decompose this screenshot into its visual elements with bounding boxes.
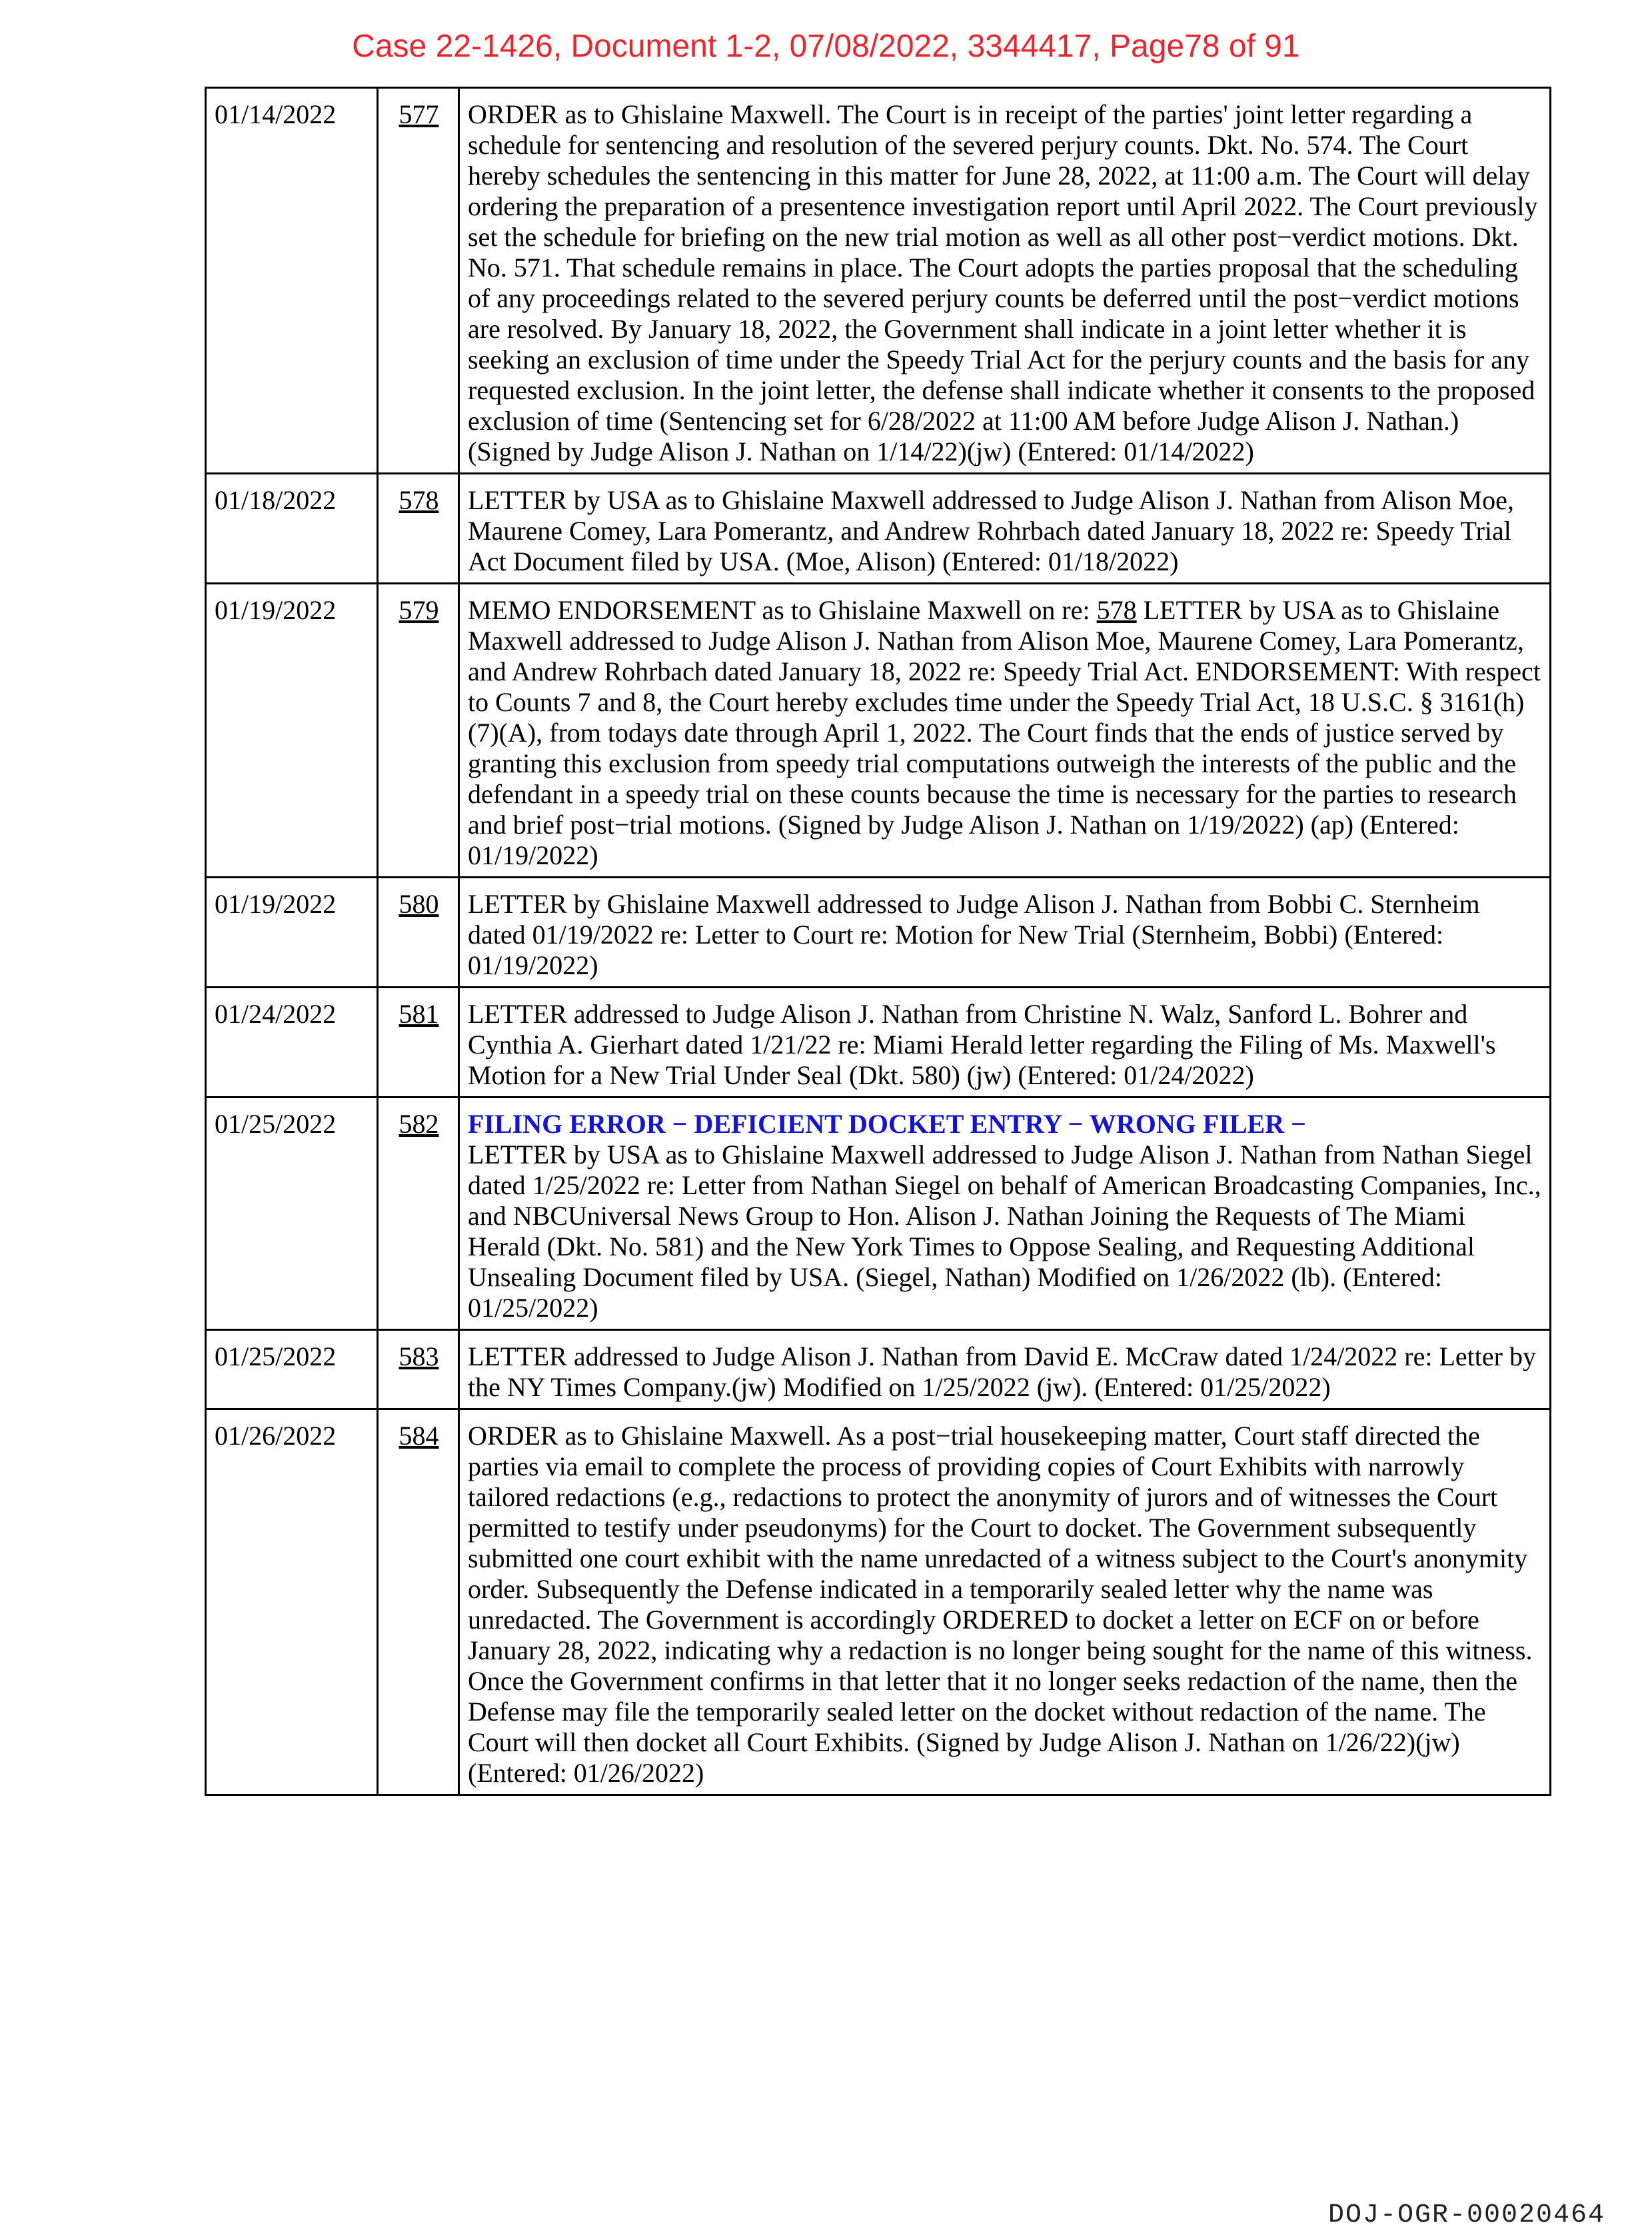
docket-number-link[interactable]: 580 — [399, 889, 439, 919]
entry-date: 01/26/2022 — [206, 1409, 378, 1795]
docket-entry-577 — [206, 88, 1551, 474]
docket-entry-581 — [206, 988, 1551, 1098]
entry-date: 01/19/2022 — [206, 584, 378, 878]
docket-table — [205, 87, 1551, 1796]
entry-text-body: LETTER by USA as to Ghislaine Maxwell addressed to Judge Alison J. Nathan from Nathan Siegel dated 1/25/2022 re: Letter from Nathan Siegel on behalf of American Broadcasting Companies, Inc., and NBCUniversal News Group to Hon. Alison J. Nathan Joining the Requests of The Miami Herald (Dkt. No. 581) and the New York Times to Oppose Sealing, and Requesting Additional Unsealing Document filed by USA. (Siegel, Nathan) Modified on 1/26/2022 (lb). (Entered: 01/25/2022) — [468, 1139, 1541, 1323]
entry-text: LETTER addressed to Judge Alison J. Nathan from David E. McCraw dated 1/24/2022 re: Letter by the NY Times Company.(jw) Modified on 1/25/2022 (jw). (Entered: 01/25/2022) — [459, 1330, 1551, 1409]
docket-number-link[interactable]: 582 — [399, 1109, 439, 1139]
entry-text — [459, 584, 1551, 878]
entry-text: ORDER as to Ghislaine Maxwell. As a post−trial housekeeping matter, Court staff directed the parties via email to complete the process of providing copies of Court Exhibits with narrowly tailored redactions (e.g., redactions to protect the anonymity of jurors and of witnesses the Court permitted to testify under pseudonyms) for the Court to docket. The Government subsequently submitted one court exhibit with the name unredacted of a witness subject to the Court's anonymity order. Subsequently the Defense indicated in a temporarily sealed letter why the name was unredacted. The Government is accordingly ORDERED to docket a letter on ECF on or before January 28, 2022, indicating why a redaction is no longer being sought for the name of this witness. Once the Government confirms in that letter that it no longer seeks redaction of the name, then the Defense may file the temporarily sealed letter on the docket without redaction of the name. The Court will then docket all Court Exhibits. (Signed by Judge Alison J. Nathan on 1/26/22)(jw) (Entered: 01/26/2022) — [459, 1409, 1551, 1795]
docket-entry-583 — [206, 1330, 1551, 1409]
docket-reference-link[interactable]: 578 — [1096, 595, 1137, 625]
entry-text: LETTER addressed to Judge Alison J. Nathan from Christine N. Walz, Sanford L. Bohrer and Cynthia A. Gierhart dated 1/21/22 re: Miami Herald letter regarding the Filing of Ms. Maxwell's Motion for a New Trial Under Seal (Dkt. 580) (jw) (Entered: 01/24/2022) — [459, 988, 1551, 1098]
filing-error-label: FILING ERROR − DEFICIENT DOCKET ENTRY − WRONG FILER − — [468, 1109, 1306, 1139]
docket-number-link[interactable]: 579 — [399, 595, 439, 625]
docket-number-link[interactable]: 577 — [399, 99, 439, 129]
entry-text — [459, 1098, 1551, 1330]
entry-text: LETTER by USA as to Ghislaine Maxwell addressed to Judge Alison J. Nathan from Alison Moe, Maurene Comey, Lara Pomerantz, and Andrew Rohrbach dated January 18, 2022 re: Speedy Trial Act Document filed by USA. (Moe, Alison) (Entered: 01/18/2022) — [459, 474, 1551, 584]
entry-text: ORDER as to Ghislaine Maxwell. The Court is in receipt of the parties' joint letter regarding a schedule for sentencing and resolution of the severed perjury counts. Dkt. No. 574. The Court hereby schedules the sentencing in this matter for June 28, 2022, at 11:00 a.m. The Court will delay ordering the preparation of a presentence investigation report until April 2022. The Court previously set the schedule for briefing on the new trial motion as well as all other post−verdict motions. Dkt. No. 571. That schedule remains in place. The Court adopts the parties proposal that the scheduling of any proceedings related to the severed perjury counts be deferred until the post−verdict motions are resolved. By January 18, 2022, the Government shall indicate in a joint letter whether it is seeking an exclusion of time under the Speedy Trial Act for the perjury counts and the basis for any requested exclusion. In the joint letter, the defense shall indicate whether it consents to the proposed exclusion of time (Sentencing set for 6/28/2022 at 11:00 AM before Judge Alison J. Nathan.) (Signed by Judge Alison J. Nathan on 1/14/22)(jw) (Entered: 01/14/2022) — [459, 88, 1551, 474]
docket-entry-582 — [206, 1098, 1551, 1330]
docket-entry-580 — [206, 878, 1551, 988]
case-header: Case 22-1426, Document 1-2, 07/08/2022, 3344417, Page78 of 91 — [352, 29, 1300, 64]
entry-text: LETTER by Ghislaine Maxwell addressed to Judge Alison J. Nathan from Bobbi C. Sternheim dated 01/19/2022 re: Letter to Court re: Motion for New Trial (Sternheim, Bobbi) (Entered: 01/19/2022) — [459, 878, 1551, 988]
entry-text-before: MEMO ENDORSEMENT as to Ghislaine Maxwell on re: — [468, 595, 1097, 625]
docket-entry-578 — [206, 474, 1551, 584]
docket-number-link[interactable]: 584 — [399, 1421, 439, 1451]
docket-number-link[interactable]: 581 — [399, 999, 439, 1029]
entry-date: 01/19/2022 — [206, 878, 378, 988]
entry-date: 01/18/2022 — [206, 474, 378, 584]
bates-number: DOJ-OGR-00020464 — [1327, 2200, 1605, 2230]
entry-text-after: LETTER by USA as to Ghislaine Maxwell addressed to Judge Alison J. Nathan from Alison Moe, Maurene Comey, Lara Pomerantz, and Andrew Rohrbach dated January 18, 2022 re: Speedy Trial Act. ENDORSEMENT: With respect to Counts 7 and 8, the Court hereby excludes time under the Speedy Trial Act, 18 U.S.C. § 3161(h)(7)(A), from todays date through April 1, 2022. The Court finds that the ends of justice served by granting this exclusion from speedy trial computations outweigh the interests of the public and the defendant in a speedy trial on these counts because the time is necessary for the parties to research and brief post−trial motions. (Signed by Judge Alison J. Nathan on 1/19/2022) (ap) (Entered: 01/19/2022) — [468, 595, 1541, 870]
docket-number-link[interactable]: 578 — [399, 485, 439, 515]
entry-date: 01/24/2022 — [206, 988, 378, 1098]
entry-date: 01/25/2022 — [206, 1330, 378, 1409]
entry-date: 01/14/2022 — [206, 88, 378, 474]
entry-date: 01/25/2022 — [206, 1098, 378, 1330]
docket-entry-584 — [206, 1409, 1551, 1795]
docket-entry-579 — [206, 584, 1551, 878]
docket-number-link[interactable]: 583 — [399, 1341, 439, 1371]
